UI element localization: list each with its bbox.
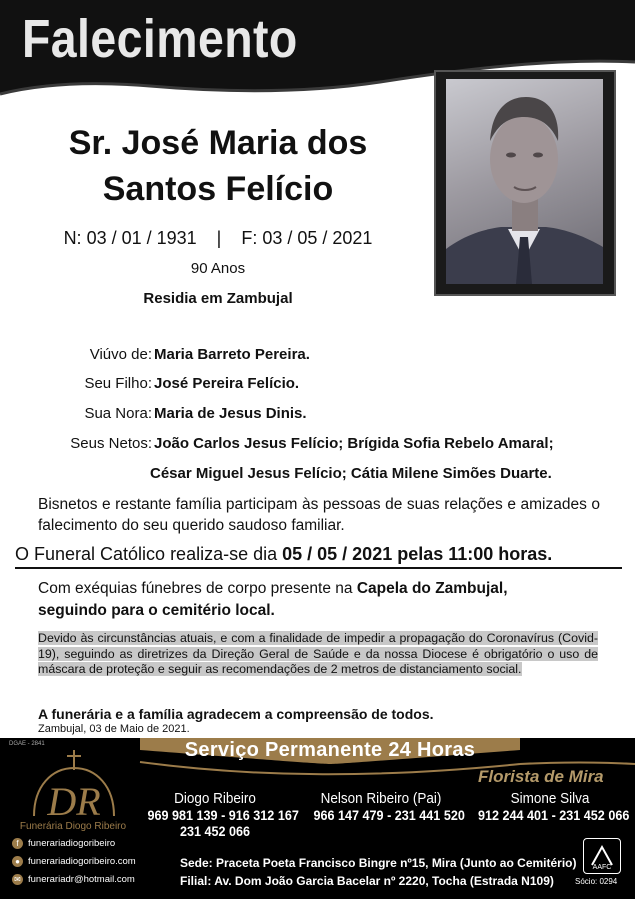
page-title: Falecimento (22, 9, 298, 69)
social-facebook[interactable] (12, 838, 115, 849)
contact-simone (478, 790, 630, 823)
contact-nelson (313, 790, 465, 823)
socio-number: Sócio: 0294 (575, 877, 618, 886)
florist-name: Florista de Mira (478, 767, 604, 786)
social-website[interactable] (12, 856, 136, 867)
funeral-underline (15, 567, 622, 569)
relative-label-daughter-in-law: Sua Nora: (84, 405, 152, 422)
deceased-name-line1: Sr. José Maria dos (68, 124, 368, 162)
covid-notice-text: Devido às circunstâncias atuais, e com a finalidade de impedir a propagação do Coronavírus (Covid-19), seguindo as diretrizes da Direção Geral de Saúde e da nossa Diocese é obrigatório o uso de máscara de proteção e seguir as recomendações de 2 metros de distanciamento social. (38, 631, 598, 676)
contact-name: Simone Silva (510, 790, 590, 807)
dgae-code: DGAE - 2841 (9, 741, 45, 747)
social-text: funerariadiogoribeiro.com (28, 856, 136, 868)
funeral-date: 05 / 05 / 2021 (282, 544, 393, 564)
contact-name: Nelson Ribeiro (Pai) (320, 790, 442, 807)
portrait-photo (446, 79, 603, 284)
covid-notice (38, 631, 598, 678)
birth-death-dates: N: 03 / 01 / 1931 | F: 03 / 05 / 2021 (63, 228, 373, 248)
social-email[interactable] (12, 874, 135, 885)
relative-value-son: José Pereira Felício. (154, 375, 300, 392)
contact-name: Diogo Ribeiro (174, 790, 256, 807)
relative-label-widow: Viúvo de: (89, 346, 152, 363)
service-banner-text: Serviço Permanente 24 Horas (184, 739, 476, 761)
relative-label-son: Seu Filho: (84, 375, 152, 392)
age: 90 Anos (190, 260, 246, 277)
exequias-place: Capela do Zambujal, (356, 580, 508, 597)
address-filial: Filial: Av. Dom João Garcia Bacelar nº 2220, Tocha (Estrada N109) (180, 874, 554, 888)
contact-phones-2: 231 452 066 (179, 823, 251, 839)
exequias-text (38, 578, 600, 622)
address-sede: Sede: Praceta Poeta Francisco Bingre nº15, Mira (Junto ao Cemitério) (180, 856, 577, 870)
relative-value-daughter-in-law: Maria de Jesus Dinis. (154, 405, 307, 422)
exequias-part2: seguindo para o cemitério local. (38, 602, 275, 619)
deceased-name-line2: Santos Felício (102, 170, 334, 208)
announcement-text: Bisnetos e restante família participam às pessoas de suas relações e amizades o falecimento do seu querido saudoso familiar. (38, 496, 600, 534)
residence: Residia em Zambujal (143, 290, 293, 307)
email-icon: ✉ (12, 874, 23, 885)
relative-label-grandchildren: Seus Netos: (70, 435, 152, 452)
contact-phones: 969 981 139 - 916 312 167 (147, 807, 299, 823)
aafc-badge-text: AAFC (592, 864, 612, 871)
exequias-part1: Com exéquias fúnebres de corpo presente na (38, 580, 357, 597)
social-text: funerariadiogoribeiro (28, 838, 116, 850)
relative-value-grandchildren: João Carlos Jesus Felício; Brígida Sofia Rebelo Amaral; (154, 435, 554, 452)
aafc-badge (583, 838, 621, 874)
globe-icon: ● (12, 856, 23, 867)
facebook-icon: f (12, 838, 23, 849)
aafc-logo-icon (584, 839, 620, 873)
funeral-prefix: O Funeral Católico realiza-se dia (15, 544, 283, 564)
date-place: Zambujal, 03 de Maio de 2021. (38, 723, 190, 735)
thanks-text: A funerária e a família agradecem a compreensão de todos. (38, 706, 434, 722)
funeral-info (15, 544, 552, 565)
contact-phones: 966 147 479 - 231 441 520 (313, 807, 465, 823)
relative-value-grandchildren-cont: César Miguel Jesus Felício; Cátia Milene Simões Duarte. (150, 465, 552, 482)
dr-logo-name: Funerária Diogo Ribeiro (19, 821, 127, 832)
dr-logo-initials: DR (47, 779, 101, 824)
social-text: funerariadr@hotmail.com (28, 874, 135, 886)
relative-value-widow: Maria Barreto Pereira. (154, 346, 310, 363)
funeral-mid: pelas (392, 544, 449, 564)
funeral-time: 11:00 horas. (448, 544, 553, 564)
contact-diogo (147, 790, 299, 839)
contact-phones: 912 244 401 - 231 452 066 (478, 807, 630, 823)
